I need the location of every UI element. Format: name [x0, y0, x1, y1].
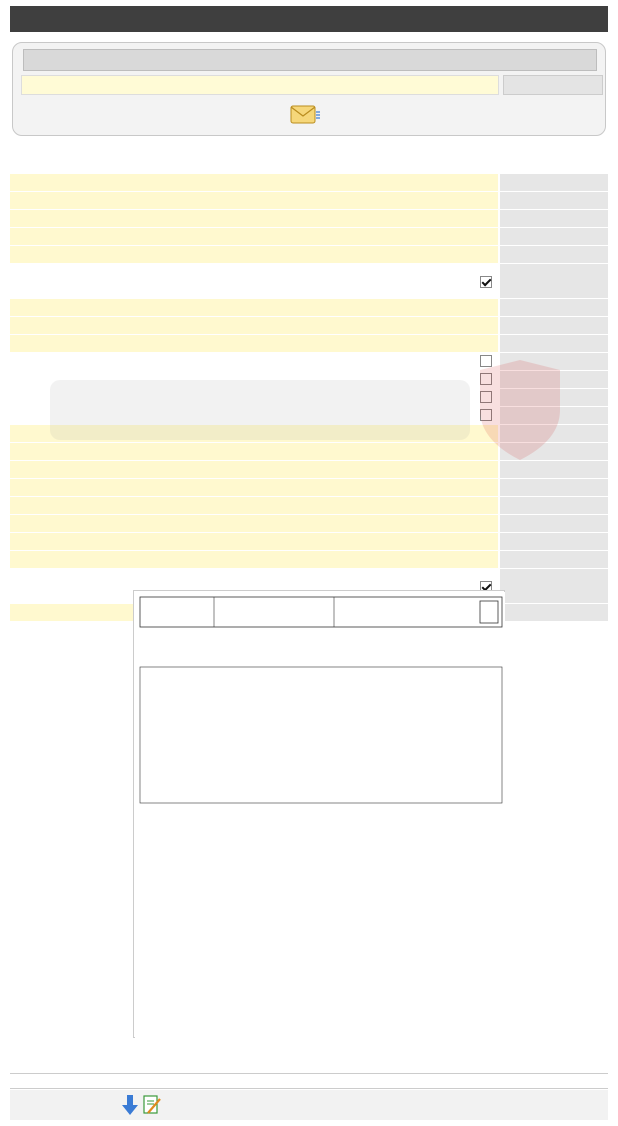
value-call-type	[10, 246, 498, 263]
row-renewed	[10, 407, 608, 424]
row-publish-date	[10, 192, 608, 209]
value-international	[10, 353, 498, 370]
row-visits	[10, 210, 608, 227]
row-open-date	[10, 425, 608, 442]
value-stage	[10, 299, 498, 316]
cancelled-checkbox[interactable]	[480, 391, 492, 403]
contact-value	[21, 75, 499, 95]
label-open-date	[500, 425, 608, 442]
value-code	[10, 174, 498, 191]
value-subject	[10, 515, 498, 532]
value-publish-date	[10, 192, 498, 209]
label-activity	[500, 264, 608, 298]
value-activity	[10, 264, 498, 298]
label-receive-deadline	[500, 461, 608, 478]
label-visits	[500, 210, 608, 227]
row-estimate	[10, 335, 608, 352]
value-open-date	[10, 425, 498, 442]
download-icon[interactable]	[120, 1094, 140, 1116]
label-location	[500, 497, 608, 514]
page-title	[10, 6, 608, 32]
contact-panel	[12, 42, 606, 136]
value-organizer	[10, 533, 498, 550]
row-currency	[10, 317, 608, 334]
row-international	[10, 353, 608, 370]
activity-checkbox[interactable]	[480, 276, 492, 288]
details-list	[10, 174, 608, 621]
contact-label	[503, 75, 603, 95]
files-table-header	[10, 1073, 608, 1089]
row-organizer	[10, 533, 608, 550]
row-activity	[10, 264, 608, 298]
value-receive-deadline	[10, 461, 498, 478]
edit-document-icon[interactable]	[142, 1094, 162, 1116]
contact-row	[21, 75, 603, 95]
page	[10, 6, 608, 622]
label-organizer	[500, 533, 608, 550]
value-send-deadline	[10, 443, 498, 460]
label-publish-type	[500, 228, 608, 245]
value-estimate	[10, 335, 498, 352]
mail-icon[interactable]	[289, 103, 321, 127]
org-logo-icon	[480, 601, 498, 623]
label-category	[500, 569, 608, 603]
international-checkbox[interactable]	[480, 355, 492, 367]
renewed-checkbox[interactable]	[480, 409, 492, 421]
extension-checkbox[interactable]	[480, 373, 492, 385]
label-notes	[500, 604, 608, 621]
row-receive-deadline	[10, 461, 608, 478]
label-renewed	[500, 407, 608, 424]
value-doc-place	[10, 551, 498, 568]
value-validity	[10, 479, 498, 496]
row-doc-place	[10, 551, 608, 568]
value-location	[10, 497, 498, 514]
row-stage	[10, 299, 608, 316]
row-cancelled	[10, 389, 608, 406]
row-publish-type	[10, 228, 608, 245]
label-stage	[500, 299, 608, 316]
value-publish-type	[10, 228, 498, 245]
value-renewed	[10, 407, 498, 424]
label-doc-place	[500, 551, 608, 568]
contact-title	[23, 49, 597, 71]
label-send-deadline	[500, 443, 608, 460]
value-currency	[10, 317, 498, 334]
label-international	[500, 353, 608, 370]
label-extension	[500, 371, 608, 388]
row-location	[10, 497, 608, 514]
row-call-type	[10, 246, 608, 263]
label-cancelled	[500, 389, 608, 406]
row-code	[10, 174, 608, 191]
row-send-deadline	[10, 443, 608, 460]
label-currency	[500, 317, 608, 334]
label-subject	[500, 515, 608, 532]
files-row	[10, 1090, 608, 1120]
row-subject	[10, 515, 608, 532]
label-estimate	[500, 335, 608, 352]
row-extension	[10, 371, 608, 388]
row-validity	[10, 479, 608, 496]
label-code	[500, 174, 608, 191]
value-cancelled	[10, 389, 498, 406]
value-extension	[10, 371, 498, 388]
label-publish-date	[500, 192, 608, 209]
tender-document-image	[133, 590, 505, 1038]
label-validity	[500, 479, 608, 496]
label-call-type	[500, 246, 608, 263]
value-visits	[10, 210, 498, 227]
